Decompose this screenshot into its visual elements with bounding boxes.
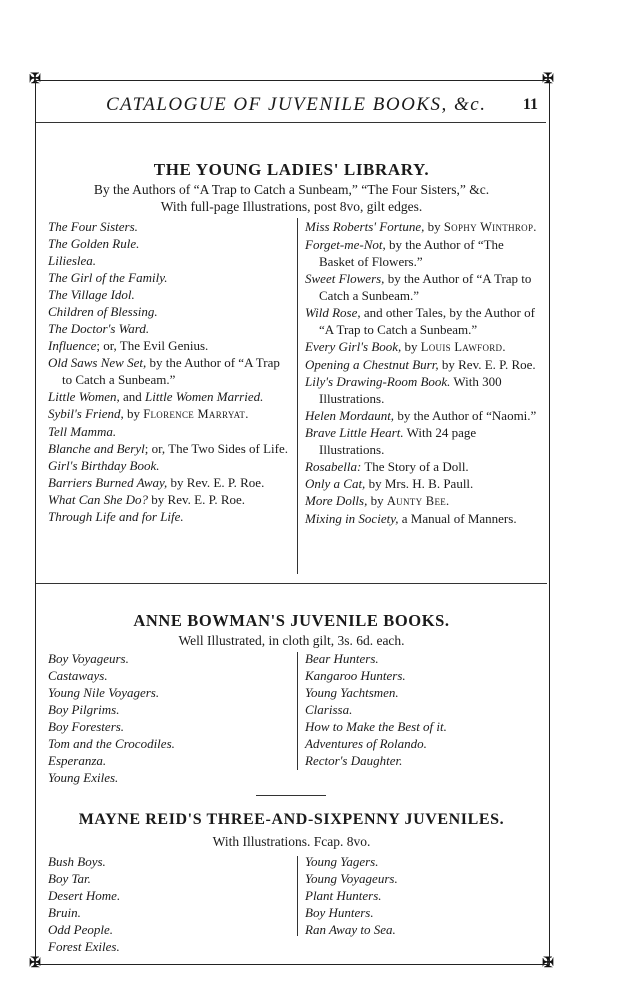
book-title: Girl's Birthday Book. bbox=[48, 458, 160, 473]
book-entry bbox=[305, 684, 539, 701]
book-title: Adventures of Rolando. bbox=[305, 736, 427, 751]
book-entry bbox=[305, 338, 539, 356]
fleuron-icon-bottom-left: ✠ bbox=[29, 956, 41, 971]
book-note: by the Author of “The Basket of Flowers.” bbox=[319, 237, 504, 269]
book-title: Forget-me-Not, bbox=[305, 237, 386, 252]
book-entry bbox=[48, 853, 288, 870]
book-entry bbox=[305, 475, 539, 492]
book-note: and bbox=[119, 389, 146, 404]
book-title: Only a Cat, bbox=[305, 476, 366, 491]
book-title: Castaways. bbox=[48, 668, 108, 683]
section1-left-column bbox=[48, 218, 288, 525]
book-note: by bbox=[424, 219, 444, 234]
book-entry bbox=[48, 405, 288, 423]
book-entry bbox=[305, 218, 539, 236]
book-title: Tom and the Crocodiles. bbox=[48, 736, 175, 751]
book-title: The Doctor's Ward. bbox=[48, 321, 150, 336]
book-title: Influence bbox=[48, 338, 97, 353]
book-title: Young Nile Voyagers. bbox=[48, 685, 160, 700]
author-name: Sophy Winthrop. bbox=[443, 220, 537, 234]
fleuron-icon-top-right: ✠ bbox=[542, 72, 554, 87]
section2-subtitle: Well Illustrated, in cloth gilt, 3s. 6d. each. bbox=[178, 633, 405, 648]
running-header bbox=[36, 94, 546, 123]
book-entry bbox=[305, 373, 539, 407]
section3-right-column bbox=[305, 853, 539, 938]
book-note: by Rev. E. P. Roe. bbox=[438, 357, 536, 372]
book-title: Young Yagers. bbox=[305, 854, 379, 869]
book-entry bbox=[48, 735, 288, 752]
book-title: Opening a Chestnut Burr, bbox=[305, 357, 439, 372]
book-title: Wild Rose, bbox=[305, 305, 361, 320]
book-title: The Golden Rule. bbox=[48, 236, 140, 251]
book-entry bbox=[48, 752, 288, 769]
book-note: by bbox=[123, 406, 144, 421]
book-title: Bush Boys. bbox=[48, 854, 106, 869]
book-title: Blanche and Beryl bbox=[48, 441, 145, 456]
author-name: Aunty Bee. bbox=[386, 494, 450, 508]
book-entry bbox=[305, 492, 539, 510]
book-entry bbox=[305, 407, 539, 424]
page-title: CATALOGUE OF JUVENILE BOOKS, &c. bbox=[106, 94, 487, 115]
book-entry bbox=[305, 701, 539, 718]
book-title: Bruin. bbox=[48, 905, 81, 920]
book-title: Old Saws New Set, bbox=[48, 355, 147, 370]
book-entry bbox=[48, 457, 288, 474]
book-title: Plant Hunters. bbox=[305, 888, 382, 903]
book-note: by Rev. E. P. Roe. bbox=[148, 492, 246, 507]
column-divider bbox=[297, 856, 298, 936]
book-entry bbox=[305, 270, 539, 304]
book-entry bbox=[305, 904, 539, 921]
author-name: Louis Lawford. bbox=[420, 340, 506, 354]
book-entry bbox=[48, 269, 288, 286]
book-entry bbox=[305, 650, 539, 667]
book-title: Lilieslea. bbox=[48, 253, 97, 268]
book-note: ; or, The Evil Genius. bbox=[96, 338, 209, 353]
book-title: The Village Idol. bbox=[48, 287, 135, 302]
book-note: a Manual of Manners. bbox=[398, 511, 517, 526]
book-entry bbox=[305, 887, 539, 904]
book-title: Esperanza. bbox=[48, 753, 107, 768]
book-title: The Four Sisters. bbox=[48, 219, 138, 234]
book-entry bbox=[48, 252, 288, 269]
book-title: Boy Tar. bbox=[48, 871, 91, 886]
book-note: With 300 Illustrations. bbox=[319, 374, 502, 406]
book-note: by bbox=[367, 493, 387, 508]
book-title: Every Girl's Book, bbox=[305, 339, 402, 354]
book-title: Brave Little Heart. bbox=[305, 425, 404, 440]
section1-right-column bbox=[305, 218, 539, 527]
book-entry bbox=[48, 887, 288, 904]
book-title: Bear Hunters. bbox=[305, 651, 379, 666]
book-entry bbox=[48, 474, 288, 491]
section2-right-column bbox=[305, 650, 539, 769]
book-title: Desert Home. bbox=[48, 888, 121, 903]
book-entry bbox=[48, 684, 288, 701]
book-title: Boy Voyageurs. bbox=[48, 651, 129, 666]
book-title: Tell Mamma. bbox=[48, 424, 117, 439]
book-title: Odd People. bbox=[48, 922, 113, 937]
book-entry bbox=[48, 440, 288, 457]
book-entry bbox=[305, 735, 539, 752]
section-rule bbox=[36, 583, 547, 584]
section-subtitle-1: By the Authors of “A Trap to Catch a Sunbeam,” “The Four Sisters,” &c. bbox=[93, 182, 490, 197]
book-title: Forest Exiles. bbox=[48, 939, 120, 954]
book-entry bbox=[305, 458, 539, 475]
book-title: Through Life and for Life. bbox=[48, 509, 184, 524]
book-title: Young Exiles. bbox=[48, 770, 119, 785]
section2-left-column bbox=[48, 650, 288, 786]
book-entry bbox=[48, 650, 288, 667]
book-title: Young Voyageurs. bbox=[305, 871, 398, 886]
book-entry bbox=[48, 701, 288, 718]
book-entry bbox=[305, 853, 539, 870]
book-entry bbox=[305, 510, 539, 527]
book-entry bbox=[305, 667, 539, 684]
book-title: Clarissa. bbox=[305, 702, 353, 717]
book-entry bbox=[305, 304, 539, 338]
column-divider bbox=[297, 652, 298, 770]
book-title: Rector's Daughter. bbox=[305, 753, 403, 768]
book-title: Little Women Married. bbox=[145, 389, 264, 404]
book-note: by Mrs. H. B. Paull. bbox=[365, 476, 474, 491]
book-note: by the Author of “A Trap to Catch a Sunbeam.” bbox=[62, 355, 280, 387]
section3-subtitle: With Illustrations. Fcap. 8vo. bbox=[212, 834, 371, 849]
book-title: Children of Blessing. bbox=[48, 304, 158, 319]
book-entry bbox=[48, 337, 288, 354]
section3-left-column bbox=[48, 853, 288, 955]
book-title: Miss Roberts' Fortune, bbox=[305, 219, 425, 234]
book-entry bbox=[48, 769, 288, 786]
book-note: by the Author of “Naomi.” bbox=[394, 408, 537, 423]
section-title-mayne-reid: MAYNE REID'S THREE-AND-SIXPENNY JUVENILES. bbox=[78, 811, 505, 828]
book-title: Kangaroo Hunters. bbox=[305, 668, 406, 683]
book-entry bbox=[48, 286, 288, 303]
book-entry bbox=[48, 491, 288, 508]
book-title: Little Women, bbox=[48, 389, 120, 404]
book-title: Rosabella: bbox=[305, 459, 362, 474]
book-entry bbox=[48, 904, 288, 921]
book-entry bbox=[305, 752, 539, 769]
book-entry bbox=[48, 235, 288, 252]
book-title: Boy Pilgrims. bbox=[48, 702, 120, 717]
book-entry bbox=[305, 718, 539, 735]
column-divider bbox=[297, 218, 298, 574]
book-entry bbox=[48, 718, 288, 735]
book-note: and other Tales, by the Author of “A Trap to Catch a Sunbeam.” bbox=[319, 305, 535, 337]
section-rule-short bbox=[256, 795, 326, 796]
book-note: The Story of a Doll. bbox=[361, 459, 469, 474]
section-title-young-ladies-library: THE YOUNG LADIES' LIBRARY. bbox=[153, 160, 430, 179]
book-title: Barriers Burned Away, bbox=[48, 475, 168, 490]
book-entry bbox=[305, 356, 539, 373]
book-entry bbox=[305, 424, 539, 458]
book-title: Boy Hunters. bbox=[305, 905, 374, 920]
book-entry bbox=[48, 320, 288, 337]
book-title: The Girl of the Family. bbox=[48, 270, 168, 285]
book-entry bbox=[48, 508, 288, 525]
book-entry bbox=[48, 667, 288, 684]
section-title-anne-bowman: ANNE BOWMAN'S JUVENILE BOOKS. bbox=[133, 611, 450, 630]
book-entry bbox=[48, 303, 288, 320]
book-note: ; or, The Two Sides of Life. bbox=[144, 441, 288, 456]
book-entry bbox=[48, 388, 288, 405]
fleuron-icon-bottom-right: ✠ bbox=[542, 956, 554, 971]
book-entry bbox=[48, 423, 288, 440]
book-entry bbox=[305, 236, 539, 270]
book-entry bbox=[305, 921, 539, 938]
book-entry bbox=[48, 870, 288, 887]
book-title: How to Make the Best of it. bbox=[305, 719, 447, 734]
section-subtitle-2: With full-page Illustrations, post 8vo, gilt edges. bbox=[160, 199, 423, 214]
book-title: Sybil's Friend, bbox=[48, 406, 124, 421]
book-note: by Rev. E. P. Roe. bbox=[167, 475, 265, 490]
book-note: by the Author of “A Trap to Catch a Sunbeam.” bbox=[319, 271, 532, 303]
book-entry bbox=[48, 938, 288, 955]
book-title: Young Yachtsmen. bbox=[305, 685, 399, 700]
book-entry bbox=[48, 218, 288, 235]
book-title: Ran Away to Sea. bbox=[305, 922, 396, 937]
book-title: Sweet Flowers, bbox=[305, 271, 385, 286]
book-entry bbox=[305, 870, 539, 887]
book-entry bbox=[48, 921, 288, 938]
page-number: 11 bbox=[522, 96, 538, 113]
book-title: What Can She Do? bbox=[48, 492, 149, 507]
book-note: by bbox=[401, 339, 421, 354]
fleuron-icon-top-left: ✠ bbox=[29, 72, 41, 87]
book-title: Lily's Drawing-Room Book. bbox=[305, 374, 451, 389]
book-title: More Dolls, bbox=[305, 493, 368, 508]
book-title: Mixing in Society, bbox=[305, 511, 399, 526]
book-title: Boy Foresters. bbox=[48, 719, 125, 734]
book-entry bbox=[48, 354, 288, 388]
book-note: With 24 page Illustrations. bbox=[319, 425, 477, 457]
book-title: Helen Mordaunt, bbox=[305, 408, 395, 423]
author-name: Florence Marryat. bbox=[143, 407, 249, 421]
